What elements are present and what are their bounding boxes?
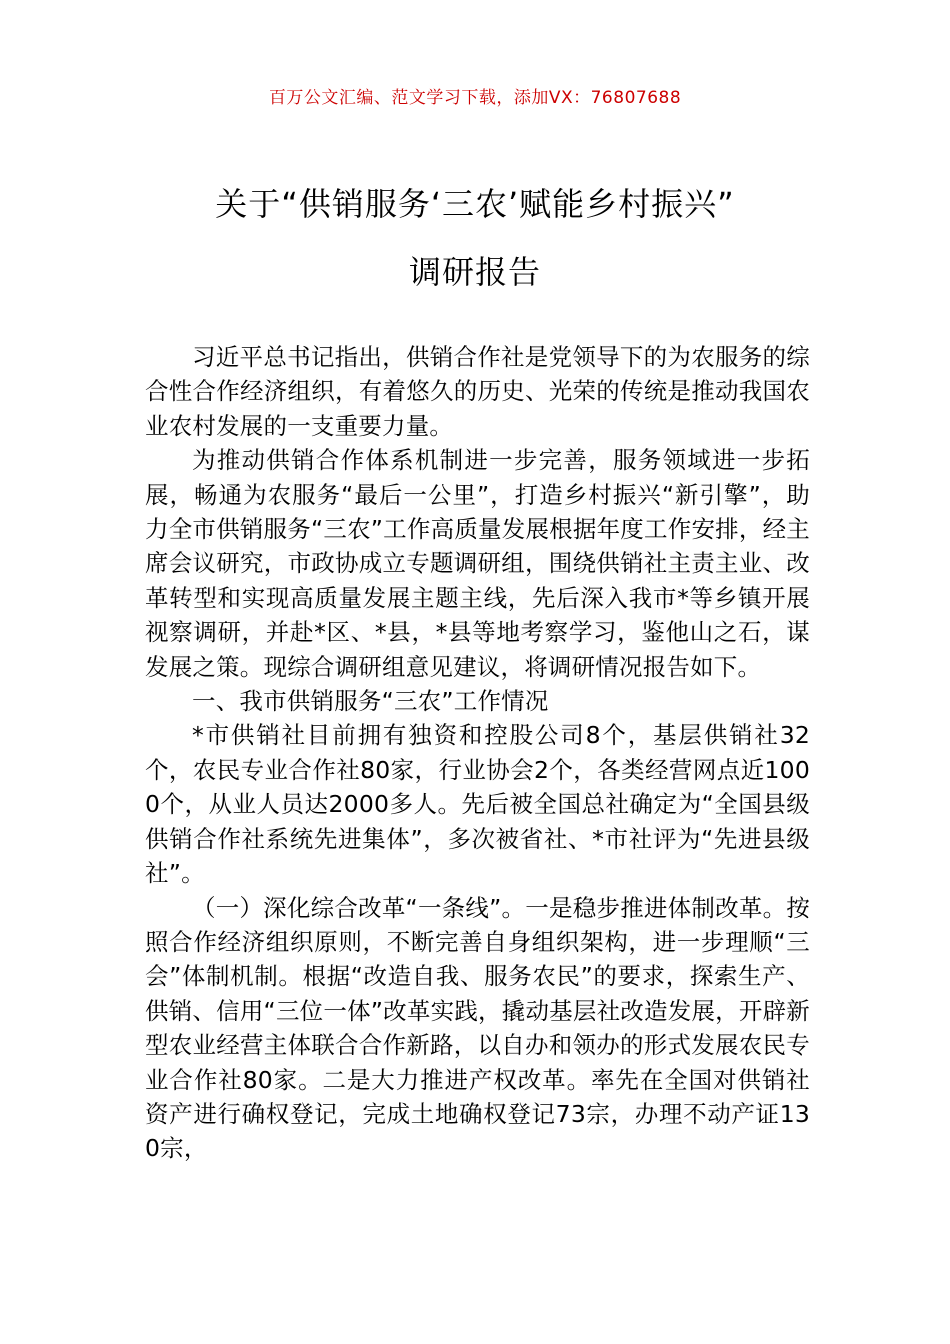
paragraph-purpose: 为推动供销合作体系机制进一步完善，服务领域进一步拓展，畅通为农服务“最后一公里”，打造乡村振兴“新引擎”，助力全市供销服务“三农”工作高质量发展根据年度工作安排，经主席会议研究，市政协成立专题调研组，围绕供销社主责主业、改革转型和实现高质量发展主题主线，先后深入我市*等乡镇开展视察调研，并赴*区、*县，*县等地考察学习，鉴他山之石，谋发展之策。现综合调研组意见建议，将调研情况报告如下。 — [145, 446, 810, 681]
paragraph-overview: *市供销社目前拥有独资和控股公司8个，基层供销社32个，农民专业合作社80家，行业协会2个，各类经营网点近1000个，从业人员达2000多人。先后被全国总社确定为“全国县级供销合作社系统先进集体”，多次被省社、*市社评为“先进县级社”。 — [145, 721, 810, 888]
paragraph-intro: 习近平总书记指出，供销合作社是党领导下的为农服务的综合性合作经济组织，有着悠久的历史、光荣的传统是推动我国农业农村发展的一支重要力量。 — [145, 343, 810, 440]
report-title-line-1: 关于“供销服务‘三农’赋能乡村振兴” — [215, 185, 735, 223]
report-title-line-2: 调研报告 — [408, 253, 541, 291]
download-watermark: 百万公文汇编、范文学习下载，添加VX：76807688 — [268, 88, 682, 108]
report-body — [145, 340, 810, 1166]
section-heading-1: 一、我市供销服务“三农”工作情况 — [192, 687, 549, 716]
paragraph-reform: （一）深化综合改革“一条线”。一是稳步推进体制改革。按照合作经济组织原则，不断完善自身组织架构，进一步理顺“三会”体制机制。根据“改造自我、服务农民”的要求，探索生产、供销、信用“三位一体”改革实践，撬动基层社改造发展，开辟新型农业经营主体联合合作新路，以自办和领办的形式发展农民专业合作社80家。二是大力推进产权改革。率先在全国对供销社资产进行确权登记，完成土地确权登记73宗，办理不动产证130宗， — [145, 893, 810, 1163]
